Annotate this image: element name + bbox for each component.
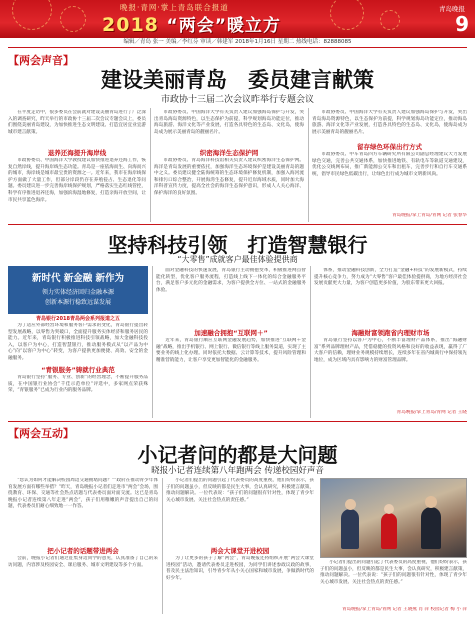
- subhead-cppcc-meeting: 市政协十三届二次会议昨举行专题会议: [160, 95, 314, 105]
- headline-beautiful-qingdao: 建设美丽青岛 委员建言献策: [101, 68, 374, 92]
- article-green-travel: 市政协委员、中车青岛四方车辆研究所有限公司副总经理建议大力发展绿色交通，完善公共交通体系，加快推进地铁、有轨电车等轨道交通建设，优化公交线网布局，推广新能源公交车和出租车，完善步行和自行车交通系统，倡导市民绿色低碳出行，让绿色出行成为城市文明新风尚。: [312, 152, 467, 177]
- section-label-interaction: 【两会互动】: [8, 427, 74, 440]
- column-divider: [152, 266, 153, 418]
- article-bank-transform: 为了适应外部经营环境和服务客户需求的变化，青岛银行提出转型发展战略，以零售为突破口，全面提升服务实体经济和服务居民的能力。近年来，青岛银行积极推进科技引领战略，加大金融科技投入，以客户为中心，打造智慧银行，推动服务模式从“以产品为中心”向“以客户为中心”转变，为客户提供更加便捷、高效、安全的金融服务。: [8, 323, 148, 361]
- banner-tag: “两会”暖立方: [166, 16, 281, 36]
- article-topics: 会前，晚报小记者们通过征集身边同学的意见，认真准备了自己的采访问题，内容涉及校园安全、课后服务、城市文明建设等多个方面。: [8, 556, 158, 568]
- editor-meta: 编辑／青岛 张一 美编／李红芬 审读／韩建军 2018年1月16日 星期二 热线电话：82888085: [123, 39, 352, 45]
- column-divider: [162, 478, 163, 614]
- article-classroom: 为了让更多的孩子了解“两会”，青岛晚报还将组织开展“两会大课堂进校园”活动，邀请代表委员走进校园，为同学们讲述参政议政的故事，普及民主法治知识，引导青少年从小关心国家和城市发展，争做新时代的好少年。: [166, 556, 314, 581]
- box-line2: 领力实体经济回归金融本源: [41, 289, 114, 296]
- column-divider: [310, 266, 311, 418]
- header-banner: [0, 0, 475, 38]
- box-slogan: 新时代 新金融 新作为: [31, 273, 125, 284]
- section-divider: [8, 224, 467, 225]
- byline-section1: 青岛晚报/掌上青岛/青网 记者 张春华: [392, 213, 467, 218]
- newspaper-logo: 青岛晚报: [439, 5, 465, 13]
- headline-smart-bank: 坚持科技引领 打造智慧银行: [107, 233, 368, 257]
- intro-continued: 市政协委员、中国海洋大学有关负责人建议加强海岛保护与开发，突出青岛海岛资源特色，以生态保护为前提，科学规划海岛功能定位，推动海岛旅游、海洋文化等产业发展，打造各具特色的生态岛、文化岛，使海岛成为展示美丽青岛的靓丽名片。: [154, 110, 304, 135]
- column-divider: [150, 108, 151, 222]
- article-service: 青岛银行坚持“服务、专业、创新”的经营理念，不断提升服务品质，在中国银行业协会“千佳示范单位”评选中，多家网点荣获殊荣，“青银服务”已成为行业内的服务品牌。: [8, 375, 148, 394]
- article-coastline: 市政协委员、中国海洋大学教授建议加快推进退养还海工作，恢复自然岸线，提升海岸线生态功能。青岛是一座依海而生、向海而兴的城市，海岸线是城市最宝贵的资源之一。近年来，我市在海岸线保护方面做了大量工作，但部分岸段仍存在养殖侵占、生态退化等问题。委员建议进一步完善海岸线保护规划，严格落实生态红线管控，科学有序推进退养还海，加强滨海湿地修复，打造亲海开放空间，让市民共享蓝色海岸。: [8, 158, 146, 203]
- section-divider: [8, 421, 467, 422]
- subtitle-wealth: 海融财富领跑省内理财市场: [351, 329, 430, 337]
- subhead-retail: “大零售”成就客户最佳体验提供商: [177, 255, 298, 264]
- subtitle-ocean-ecology: 织密海洋生态保护网: [199, 149, 259, 157]
- box-line3: 创新本源行稳致远谋发展: [44, 299, 111, 306]
- subtitle-internet-plus: 加速融合拥抱“互联网＋”: [194, 329, 268, 337]
- subtitle-green-travel: 留存绿色环保出行方式: [357, 143, 422, 151]
- article-responses: 小记者们提出的问题引起了代表委员的高度重视，他们纷纷表示，孩子们的问题虽小，但反映的都是民生大事，会认真研究，积极建言献策，推动问题解决。一位代表说：“孩子们的问题很有针对性，体现了青少年关心城市发展、关注社会热点的责任感。”: [166, 478, 314, 503]
- byline-section2: 青岛晚报/掌上青岛/青网 记者 王晓: [396, 410, 467, 415]
- subtitle-coastline: 退养还海提升海岸线: [47, 149, 107, 157]
- bank-series-box: [8, 266, 148, 314]
- column-divider: [308, 108, 309, 222]
- page-number: 9: [455, 12, 469, 36]
- article-smart-outlets: 面对金融科技的快速发展，青岛银行主动拥抱变革，积极推进网点智能化转型，优化客户服务流程，打造线上线下一体化的综合金融服务平台，满足客户多元化的金融需求，为客户提供全方位、一站式的金融服务体验。: [156, 268, 306, 293]
- headline-young-reporters: 小记者问的都是大问题: [137, 443, 338, 467]
- banner-title: 2018 “两会”暖立方: [102, 14, 281, 36]
- article-young-reporters: “您认为如何才能解决校园周边交通拥堵问题？”“政府在推动青少年体育发展方面有哪些举措？”昨天，青岛晚报小记者们走进市“两会”会场，围绕教育、环保、交通等社会热点话题与代表委员面对面交流。这已是青岛晚报小记者连续第八年走进“两会”，孩子们用稚嫩的声音提出自己的问题，代表委员们耐心细致地一一作答。: [8, 478, 158, 510]
- article-ocean-ecology: 市政协委员、青岛海洋科技馆相关负责人建议织密海洋生态保护网。海洋是青岛发展的重要依托，加强海洋生态环境保护是建设美丽青岛的题中之义。委员建议健全陆海统筹的生态环境保护修复机制，加强入海河流和排污口综合整治，开展海湾生态修复，提升近岸海域水质，同时加大海洋科普宣传力度，提高全社会的海洋生态保护意识，形成人人关心海洋、保护海洋的良好氛围。: [154, 158, 304, 196]
- section-label-voices: 【两会声音】: [8, 54, 74, 67]
- meta-divider: [8, 47, 467, 48]
- banner-subtitle: 晚报·青网·掌上青岛联合报道: [120, 3, 229, 12]
- subtitle-topics: 把小记者的话题带进两会: [47, 547, 119, 555]
- subtitle-service: “青银服务”铸就行业典范: [41, 366, 115, 374]
- box-caption: 青岛银行2018青岛两会系列报道之五: [36, 316, 120, 322]
- article-fintech: 体系，推动金融科技创新，全力打造“金融+科技”的发展新模式，持续提升核心竞争力，努力成为“大零售”客户最佳体验提供商，为地方经济社会发展贡献更大力量，为客户创造更多价值，为股东带来更大回报。: [314, 268, 467, 287]
- photo-young-reporters: [320, 478, 467, 558]
- article-sidebar: 小记者们提出的问题引起了代表委员的高度重视，他们纷纷表示，孩子们的问题虽小，但反映的都是民生大事，会认真研究，积极建言献策，推动问题解决。一位代表说：“孩子们的问题很有针对性，体现了青少年关心城市发展、关注社会热点的责任感。”: [320, 560, 467, 585]
- subtitle-classroom: 两会大课堂开进校园: [210, 547, 270, 555]
- byline-section3: 青岛晚报/掌上青岛/青网 记者 王晓燕 肖 萍 校园记者 梅 小 萍: [341, 607, 467, 612]
- article-wealth: 青岛银行坚持以客户为中心，不断丰富理财产品体系，推出“海融财富”系列品牌理财产品，凭借稳健的投资风格和良好的收益表现，赢得了广大客户的信赖，理财业务规模持续增长，连续多年在省内城商行中保持领先地位，成为区域内具有影响力的财富管理品牌。: [314, 338, 467, 363]
- article-internet-plus: 近年来，青岛银行顺应互联网金融发展趋势，加快推进“互联网＋金融”战略，推出手机银行、网上银行、微信银行等线上服务渠道，实现了主要业务的线上化办理。同时依托大数据、云计算等技术，提升风险管理和精准营销能力，让客户享受更加智能化的金融服务。: [156, 338, 306, 363]
- subhead-eighth-year: 晓报小记者连续第八年跑两会 传递校园好声音: [151, 466, 324, 476]
- article-islands: 市政协委员、中国海洋大学有关负责人建议加强海岛保护与开发，突出青岛海岛资源特色，以生态保护为前提，科学规划海岛功能定位，推动海岛旅游、海洋文化等产业发展，打造各具特色的生态岛、文化岛，使海岛成为展示美丽青岛的靓丽名片。: [312, 110, 467, 135]
- intro-paragraph: 在平度走访中，很多委员在会前就对建设美丽青岛进行了广泛深入的调查研究，昨天举行的市政协十三届二次会议专题会议上，委员们围绕美丽青岛建设，为加快推进生态文明建设、打造宜居宜业宜游城市建言献策。: [8, 110, 146, 135]
